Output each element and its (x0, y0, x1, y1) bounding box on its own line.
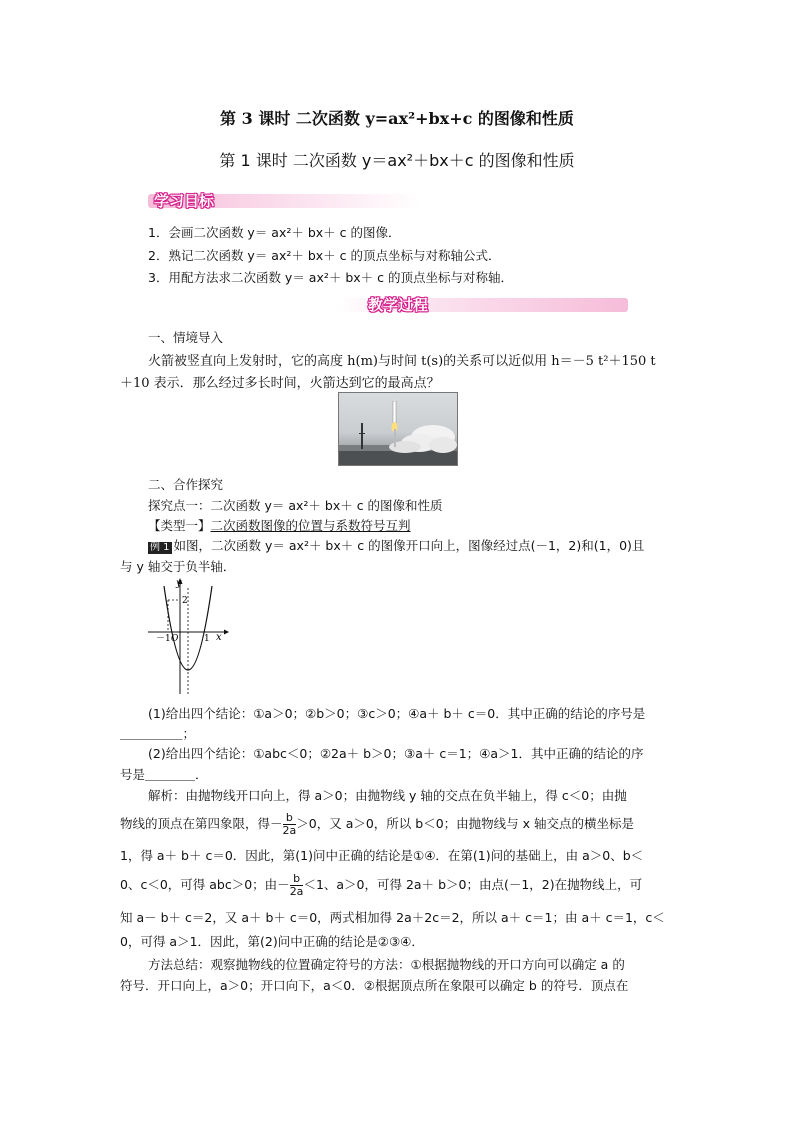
origin-label: O (171, 634, 179, 644)
example-badge: 例 1 (150, 542, 170, 553)
tick-label-1: 1 (204, 634, 210, 644)
solution-line: 1，得 a＋ b＋ c＝0．因此，第(1)问中正确的结论是①④．在第(1)问的基础上，由 a＞0、b＜ (120, 848, 644, 863)
solution-line: 知 a－ b＋ c＝2，又 a＋ b＋ c＝0，两式相加得 2a＋2c＝2，所以 a＋ c＝1；由 a＋ c＝1，c＜ (120, 910, 665, 925)
type-bracket: 【类型一】 (148, 518, 211, 533)
section-heading: 一、情境导入 (148, 330, 224, 345)
parabola-graph (146, 576, 230, 696)
y-axis-label: y (176, 578, 182, 589)
goal-item: 1．会画二次函数 y＝ ax²＋ bx＋ c 的图像． (148, 225, 401, 240)
lesson-subtitle: 第 1 课时 二次函数 y＝ax²＋bx＋c 的图像和性质 (219, 151, 575, 170)
goals-banner (148, 190, 420, 210)
solution-text: 0、c＜0，可得 abc＞0；由－ (120, 877, 290, 892)
question-line: 号是＿＿＿＿． (120, 767, 208, 782)
method-line: 符号．开口向上，a＞0；开口向下，a＜0．②根据顶点所在象限可以确定 b 的符号．顶点在 (120, 978, 629, 993)
solution-text: ＜1、a＞0，可得 2a＋ b＞0；由点(－1，2)在抛物线上，可 (303, 877, 643, 892)
explore-heading: 探究点一：二次函数 y＝ ax²＋ bx＋ c 的图像和性质 (148, 498, 443, 513)
goal-item: 3．用配方法求二次函数 y＝ ax²＋ bx＋ c 的顶点坐标与对称轴． (148, 270, 513, 285)
rocket-icon (339, 393, 457, 465)
type-heading (148, 516, 411, 534)
lesson-title: 第 3 课时 二次函数 y=ax²+bx+c 的图像和性质 (220, 109, 574, 128)
tick-label-2: 2 (182, 596, 188, 606)
question-line: (2)给出四个结论：①abc＜0；②2a＋ b＞0；③a＋ c＝1；④a＞1．其中正确的结论的序 (148, 746, 644, 761)
goals-banner-label: 学习目标 (154, 192, 215, 210)
rocket-launch-photo (338, 392, 458, 466)
goal-item: 2．熟记二次函数 y＝ ax²＋ bx＋ c 的顶点坐标与对称轴公式． (148, 248, 501, 263)
process-banner-label: 教学过程 (368, 296, 429, 314)
tick-label-neg1: －1 (156, 634, 171, 644)
solution-line (120, 812, 634, 837)
x-axis-arrow (224, 630, 229, 635)
solution-text: 物线的顶点在第四象限，得－ (120, 816, 283, 831)
solution-line: 0，可得 a＞1．因此，第(2)问中正确的结论是②③④． (120, 934, 424, 949)
example-text: 如图，二次函数 y＝ ax²＋ bx＋ c 的图像开口向上，图像经过点(－1，2)和(1，0)且 (173, 538, 645, 553)
solution-text: ＞0，又 a＞0，所以 b＜0；由抛物线与 x 轴交点的横坐标是 (296, 816, 635, 831)
x-axis-label: x (216, 632, 222, 643)
method-line: 方法总结：观察抛物线的位置确定符号的方法：①根据抛物线的开口方向可以确定 a 的 (148, 957, 625, 972)
fraction (290, 873, 304, 898)
fraction-numerator: b (290, 873, 304, 886)
solution-line (120, 873, 642, 898)
question-line: (1)给出四个结论：①a＞0；②b＞0；③c＞0；④a＋ b＋ c＝0．其中正确的结论的序号是 (148, 706, 646, 721)
question-line: ＿＿＿＿＿； (120, 726, 196, 741)
fraction-numerator: b (283, 812, 297, 825)
solution-line: 解析：由抛物线开口向上，得 a＞0；由抛物线 y 轴的交点在负半轴上，得 c＜0；由抛 (148, 788, 627, 803)
section-heading: 二、合作探究 (148, 477, 224, 492)
example-line (148, 536, 644, 554)
process-banner (336, 294, 628, 314)
type-title: 二次函数图像的位置与系数符号互判 (210, 518, 411, 533)
fraction-denominator: 2a (289, 885, 304, 898)
fraction (283, 812, 297, 837)
paragraph-line: 火箭被竖直向上发射时，它的高度 h(m)与时间 t(s)的关系可以近似用 h＝－5 t²＋150 t (148, 354, 656, 369)
paragraph-line: ＋10 表示．那么经过多长时间，火箭达到它的最高点？ (120, 376, 440, 391)
example-line: 与 y 轴交于负半轴． (120, 559, 236, 574)
fraction-denominator: 2a (282, 824, 297, 837)
